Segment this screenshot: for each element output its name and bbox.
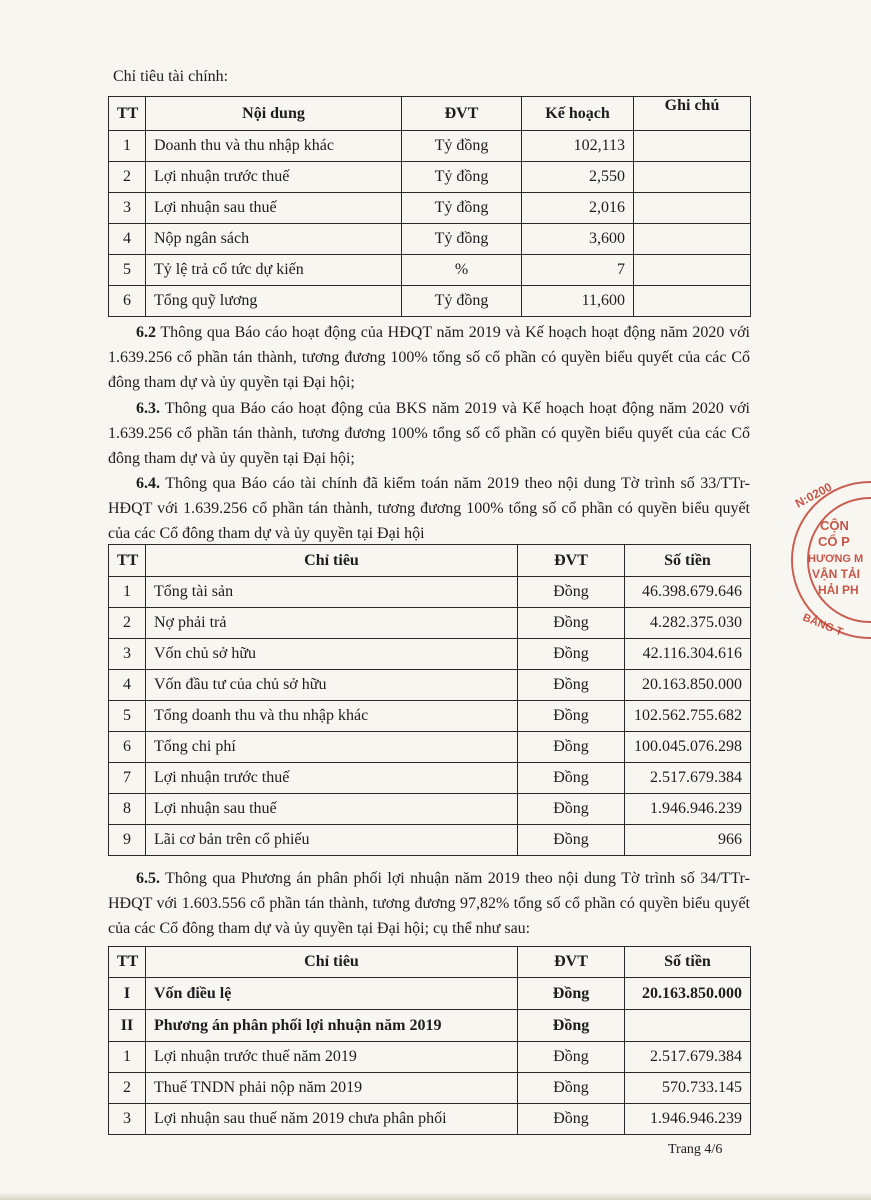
cell-indicator: Lãi cơ bản trên cổ phiếu: [146, 825, 518, 856]
paragraph-text: Thông qua Phương án phân phối lợi nhuận năm 2019 theo nội dung Tờ trình số 34/TTr-HĐQT với 1.603.556 cổ phần tán thành, tương đương 97,82% tổng số cổ phần có quyền biểu quyết của các Cổ đông tham dự và ủy quyền tại Đại hội; cụ thể như sau:: [108, 870, 750, 937]
cell-unit: Đồng: [518, 608, 625, 639]
cell-amount: 46.398.679.646: [625, 577, 751, 608]
table-row: [109, 1010, 751, 1042]
cell-note: [634, 193, 751, 224]
paragraph-6-4: [108, 471, 750, 546]
financial-plan-table: [108, 96, 751, 317]
cell-unit: Đồng: [518, 1104, 625, 1135]
cell-indicator: Thuế TNDN phải nộp năm 2019: [146, 1073, 518, 1104]
stamp-text: N:0200: [792, 479, 835, 511]
cell-note: [634, 162, 751, 193]
cell-unit: Tỷ đồng: [402, 162, 522, 193]
cell-unit: Đồng: [518, 978, 625, 1010]
paragraph-number: 6.2: [136, 324, 156, 341]
cell-unit: Tỷ đồng: [402, 286, 522, 317]
header-cell: ĐVT: [518, 545, 625, 577]
table-header-row: [109, 947, 751, 978]
cell-tt: 3: [109, 1104, 146, 1135]
table-row: [109, 701, 751, 732]
cell-amount: 102.562.755.682: [625, 701, 751, 732]
cell-indicator: Vốn chủ sở hữu: [146, 639, 518, 670]
table-row: [109, 193, 751, 224]
paragraph-6-2: [108, 320, 750, 395]
cell-amount: [625, 1010, 751, 1042]
cell-amount: 20.163.850.000: [625, 978, 751, 1010]
cell-tt: 3: [109, 639, 146, 670]
table-row: [109, 639, 751, 670]
audited-financial-table: [108, 544, 751, 856]
cell-indicator: Vốn đầu tư của chủ sở hữu: [146, 670, 518, 701]
company-stamp: [780, 478, 871, 643]
cell-amount: 1.946.946.239: [625, 794, 751, 825]
cell-tt: 1: [109, 577, 146, 608]
cell-unit: Đồng: [518, 1042, 625, 1073]
cell-unit: Tỷ đồng: [402, 224, 522, 255]
cell-indicator: Phương án phân phối lợi nhuận năm 2019: [146, 1010, 518, 1042]
table-row: [109, 1073, 751, 1104]
cell-tt: 4: [109, 670, 146, 701]
cell-plan: 11,600: [522, 286, 634, 317]
paragraph-6-3: [108, 396, 750, 471]
stamp-text: CỘN: [820, 518, 849, 533]
cell-indicator: Tổng chi phí: [146, 732, 518, 763]
cell-unit: Đồng: [518, 577, 625, 608]
table-row: [109, 978, 751, 1010]
cell-amount: 2.517.679.384: [625, 763, 751, 794]
stamp-text: BẢNG T: [800, 611, 845, 639]
cell-indicator: Nợ phải trả: [146, 608, 518, 639]
cell-unit: Đồng: [518, 639, 625, 670]
cell-content: Tổng quỹ lương: [146, 286, 402, 317]
header-cell: Chỉ tiêu: [146, 545, 518, 577]
cell-unit: Tỷ đồng: [402, 193, 522, 224]
header-cell: Kế hoạch: [522, 97, 634, 131]
header-cell: TT: [109, 947, 146, 978]
stamp-text: VẬN TẢI: [812, 567, 860, 581]
cell-note: [634, 224, 751, 255]
cell-amount: 42.116.304.616: [625, 639, 751, 670]
cell-unit: Đồng: [518, 1010, 625, 1042]
header-cell: Số tiền: [625, 947, 751, 978]
cell-amount: 100.045.076.298: [625, 732, 751, 763]
cell-tt: 9: [109, 825, 146, 856]
cell-plan: 2,550: [522, 162, 634, 193]
stamp-text: HẢI PH: [818, 583, 859, 597]
cell-unit: Đồng: [518, 763, 625, 794]
page-number: Trang 4/6: [668, 1142, 723, 1157]
cell-indicator: Lợi nhuận sau thuế năm 2019 chưa phân phối: [146, 1104, 518, 1135]
cell-tt: 5: [109, 255, 146, 286]
table-row: [109, 131, 751, 162]
cell-tt: 6: [109, 732, 146, 763]
cell-unit: Đồng: [518, 794, 625, 825]
cell-plan: 3,600: [522, 224, 634, 255]
cell-tt: 7: [109, 763, 146, 794]
table-row: [109, 255, 751, 286]
table-row: [109, 577, 751, 608]
header-cell: ĐVT: [518, 947, 625, 978]
cell-unit: Đồng: [518, 1073, 625, 1104]
cell-amount: 4.282.375.030: [625, 608, 751, 639]
cell-plan: 102,113: [522, 131, 634, 162]
paragraph-text: Thông qua Báo cáo hoạt động của BKS năm 2019 và Kế hoạch hoạt động năm 2020 với 1.639.256 cổ phần tán thành, tương đương 100% tổng số cổ phần có quyền biểu quyết của các Cổ đông tham dự và ủy quyền tại Đại hội;: [108, 400, 750, 467]
table-row: [109, 1042, 751, 1073]
table-row: [109, 763, 751, 794]
table-row: [109, 608, 751, 639]
header-cell: TT: [109, 545, 146, 577]
cell-unit: Đồng: [518, 825, 625, 856]
cell-unit: Đồng: [518, 701, 625, 732]
table-row: [109, 732, 751, 763]
stamp-text: CỔ P: [818, 534, 850, 549]
paragraph-number: 6.3.: [136, 400, 160, 417]
cell-note: [634, 255, 751, 286]
cell-content: Tỷ lệ trả cổ tức dự kiến: [146, 255, 402, 286]
paragraph-number: 6.4.: [136, 475, 160, 492]
cell-unit: Đồng: [518, 732, 625, 763]
table-header-row: [109, 97, 751, 131]
table-row: [109, 825, 751, 856]
header-cell: Nội dung: [146, 97, 402, 131]
header-cell: TT: [109, 97, 146, 131]
cell-tt: 4: [109, 224, 146, 255]
cell-tt: 1: [109, 1042, 146, 1073]
header-cell: Số tiền: [625, 545, 751, 577]
paragraph-6-5: [108, 866, 750, 941]
cell-tt: 2: [109, 608, 146, 639]
header-cell: Chỉ tiêu: [146, 947, 518, 978]
table-row: [109, 224, 751, 255]
cell-tt: 1: [109, 131, 146, 162]
cell-indicator: Vốn điều lệ: [146, 978, 518, 1010]
section-heading: Chỉ tiêu tài chính:: [113, 68, 229, 85]
cell-note: [634, 286, 751, 317]
table-row: [109, 162, 751, 193]
cell-content: Lợi nhuận trước thuế: [146, 162, 402, 193]
cell-tt: II: [109, 1010, 146, 1042]
cell-indicator: Lợi nhuận trước thuế: [146, 763, 518, 794]
paragraph-text: Thông qua Báo cáo hoạt động của HĐQT năm 2019 và Kế hoạch hoạt động năm 2020 với 1.639.256 cổ phần tán thành, tương đương 100% tổng số cổ phần có quyền biểu quyết của các Cổ đông tham dự và ủy quyền tại Đại hội;: [108, 324, 750, 391]
cell-indicator: Lợi nhuận trước thuế năm 2019: [146, 1042, 518, 1073]
cell-note: [634, 131, 751, 162]
paragraph-number: 6.5.: [136, 870, 160, 887]
table-row: [109, 670, 751, 701]
cell-tt: 6: [109, 286, 146, 317]
cell-tt: I: [109, 978, 146, 1010]
profit-distribution-table: [108, 946, 751, 1135]
table-row: [109, 286, 751, 317]
header-cell: Ghi chú: [634, 97, 751, 131]
cell-plan: 2,016: [522, 193, 634, 224]
table-header-row: [109, 545, 751, 577]
cell-amount: 570.733.145: [625, 1073, 751, 1104]
header-cell: ĐVT: [402, 97, 522, 131]
cell-unit: %: [402, 255, 522, 286]
cell-tt: 5: [109, 701, 146, 732]
cell-indicator: Tổng doanh thu và thu nhập khác: [146, 701, 518, 732]
page-bottom-edge: [0, 1192, 871, 1200]
cell-content: Doanh thu và thu nhập khác: [146, 131, 402, 162]
table-row: [109, 1104, 751, 1135]
cell-tt: 2: [109, 1073, 146, 1104]
cell-unit: Đồng: [518, 670, 625, 701]
cell-tt: 3: [109, 193, 146, 224]
stamp-text: HƯƠNG M: [808, 553, 864, 565]
cell-amount: 20.163.850.000: [625, 670, 751, 701]
cell-indicator: Lợi nhuận sau thuế: [146, 794, 518, 825]
paragraph-text: Thông qua Báo cáo tài chính đã kiểm toán năm 2019 theo nội dung Tờ trình số 33/TTr-HĐQT với 1.639.256 cổ phần tán thành, tương đương 100% tổng số cổ phần có quyền biểu quyết của các Cổ đông tham dự và ủy quyền tại Đại hội: [108, 475, 750, 542]
cell-unit: Tỷ đồng: [402, 131, 522, 162]
cell-amount: 2.517.679.384: [625, 1042, 751, 1073]
cell-indicator: Tổng tài sản: [146, 577, 518, 608]
cell-plan: 7: [522, 255, 634, 286]
cell-tt: 8: [109, 794, 146, 825]
cell-tt: 2: [109, 162, 146, 193]
cell-content: Nộp ngân sách: [146, 224, 402, 255]
cell-content: Lợi nhuận sau thuế: [146, 193, 402, 224]
table-row: [109, 794, 751, 825]
cell-amount: 966: [625, 825, 751, 856]
cell-amount: 1.946.946.239: [625, 1104, 751, 1135]
